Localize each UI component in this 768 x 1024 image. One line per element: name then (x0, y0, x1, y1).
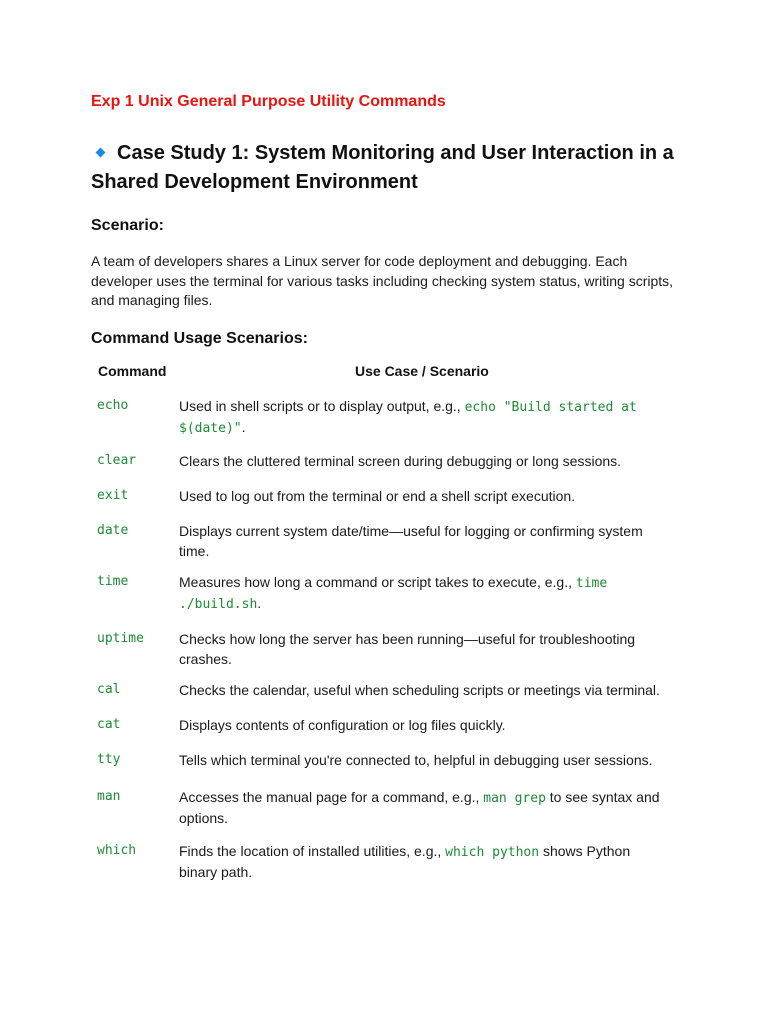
description-text: to see syntax and options. (179, 789, 660, 826)
command-name: time (97, 574, 129, 589)
description-text: Tells which terminal you're connected to, helpful in debugging user sessions. (179, 752, 653, 768)
description-text: Displays contents of configuration or log files quickly. (179, 717, 506, 733)
command-description (179, 716, 669, 736)
command-description (179, 630, 669, 669)
description-text: Used in shell scripts or to display output, e.g., (179, 398, 465, 414)
command-name: uptime (97, 631, 144, 646)
blue-diamond-icon (96, 147, 106, 157)
description-text: Used to log out from the terminal or end a shell script execution. (179, 488, 576, 504)
command-name: echo (97, 398, 129, 413)
description-text: Displays current system date/time—useful for logging or confirming system time. (179, 523, 643, 559)
description-text: Checks how long the server has been running—useful for troubleshooting crashes. (179, 631, 636, 667)
command-name: exit (97, 488, 129, 503)
scenario-heading: Scenario: (91, 217, 164, 234)
command-description (179, 788, 669, 828)
description-text: . (257, 594, 262, 611)
inline-code: which python (445, 845, 540, 860)
command-name: clear (97, 453, 137, 468)
command-description (179, 522, 669, 561)
command-name: which (97, 843, 137, 858)
command-description (179, 452, 669, 472)
description-text: Clears the cluttered terminal screen during debugging or long sessions. (179, 453, 622, 469)
table-header-use-case: Use Case / Scenario (355, 363, 489, 379)
command-name: date (97, 523, 129, 538)
inline-code: time ./build.sh (179, 576, 608, 612)
command-description (179, 681, 669, 701)
experiment-title: Exp 1 Unix General Purpose Utility Commands (91, 93, 446, 110)
description-text: shows Python binary path. (179, 843, 631, 880)
case-study-title-text: Case Study 1: System Monitoring and User Interaction in a Shared Development Environment (91, 142, 674, 193)
command-description (179, 487, 669, 507)
description-text: . (241, 418, 246, 435)
command-name: tty (97, 752, 121, 767)
table-header-command: Command (98, 363, 167, 379)
command-name: man (97, 789, 121, 804)
command-description (179, 751, 669, 771)
inline-code: man grep (483, 791, 546, 806)
inline-code: echo "Build started at $(date)" (179, 400, 637, 436)
description-text: Measures how long a command or script takes to execute, e.g., (179, 574, 576, 590)
description-text: Accesses the manual page for a command, e.g., (179, 789, 484, 805)
case-study-title (91, 139, 731, 197)
command-description (179, 573, 669, 614)
description-text: Finds the location of installed utilities, e.g., (179, 843, 446, 859)
description-text: Checks the calendar, useful when scheduling scripts or meetings via terminal. (179, 682, 660, 698)
command-name: cat (97, 717, 121, 732)
command-name: cal (97, 682, 121, 697)
usage-heading: Command Usage Scenarios: (91, 330, 308, 347)
command-description (179, 397, 669, 438)
scenario-paragraph: A team of developers shares a Linux server for code deployment and debugging. Each developer uses the terminal for various tasks including checking system status, writing scripts, and managing files. (91, 253, 674, 308)
command-description (179, 842, 669, 882)
